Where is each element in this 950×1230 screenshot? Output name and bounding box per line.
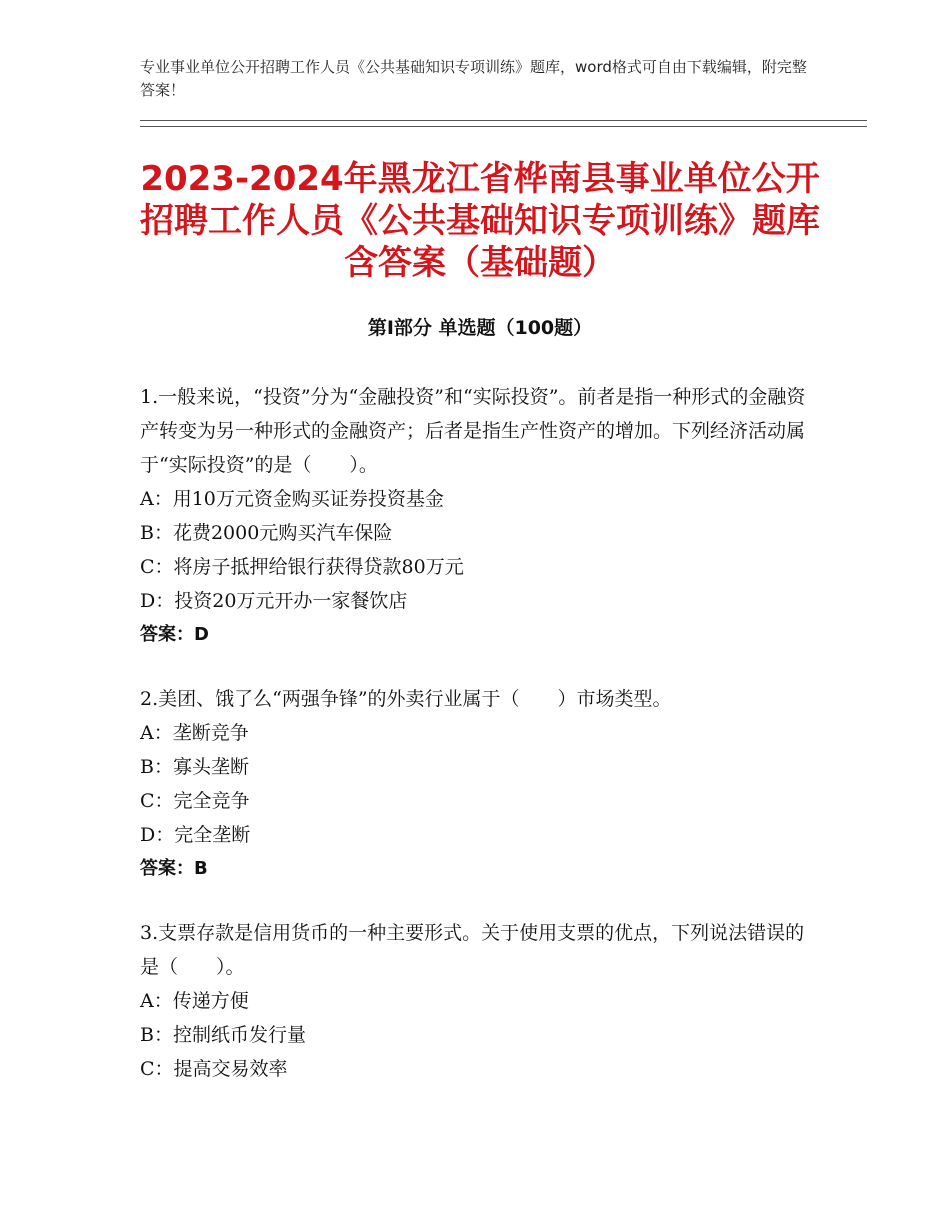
option-a: A：垄断竞争 bbox=[140, 722, 249, 744]
option-d: D：完全垄断 bbox=[140, 824, 251, 846]
option-c: C：提高交易效率 bbox=[140, 1058, 288, 1080]
answer: 答案：D bbox=[140, 624, 209, 645]
option-c: C：完全竞争 bbox=[140, 790, 250, 812]
answer: 答案：B bbox=[140, 858, 208, 879]
question-stem: 3.支票存款是信用货币的一种主要形式。关于使用支票的优点，下列说法错误的是（ ）。 bbox=[140, 922, 805, 978]
option-b: B：寡头垄断 bbox=[140, 756, 249, 778]
option-d: D：投资20万元开办一家餐饮店 bbox=[140, 590, 408, 612]
option-b: B：花费2000元购买汽车保险 bbox=[140, 522, 393, 544]
document-title: 2023-2024年黑龙江省桦南县事业单位公开招聘工作人员《公共基础知识专项训练》题库含答案（基础题） bbox=[140, 159, 820, 283]
option-b: B：控制纸币发行量 bbox=[140, 1024, 306, 1046]
question-stem: 1.一般来说，“投资”分为“金融投资”和“实际投资”。前者是指一种形式的金融资产转变为另一种形式的金融资产；后者是指生产性资产的增加。下列经济活动属于“实际投资”的是（ ）。 bbox=[140, 386, 806, 476]
option-a: A：传递方便 bbox=[140, 990, 249, 1012]
header-divider bbox=[140, 120, 867, 127]
question-1 bbox=[140, 380, 812, 652]
question-3 bbox=[140, 916, 812, 1086]
question-list bbox=[140, 380, 812, 1116]
question-2 bbox=[140, 682, 812, 886]
option-a: A：用10万元资金购买证券投资基金 bbox=[140, 488, 444, 510]
header-note: 专业事业单位公开招聘工作人员《公共基础知识专项训练》题库，word格式可自由下载编辑，附完整答案！ bbox=[140, 58, 807, 99]
section-title: 第Ⅰ部分 单选题（100题） bbox=[367, 317, 593, 339]
question-stem: 2.美团、饿了么“两强争锋”的外卖行业属于（ ）市场类型。 bbox=[140, 688, 672, 710]
option-c: C：将房子抵押给银行获得贷款80万元 bbox=[140, 556, 464, 578]
